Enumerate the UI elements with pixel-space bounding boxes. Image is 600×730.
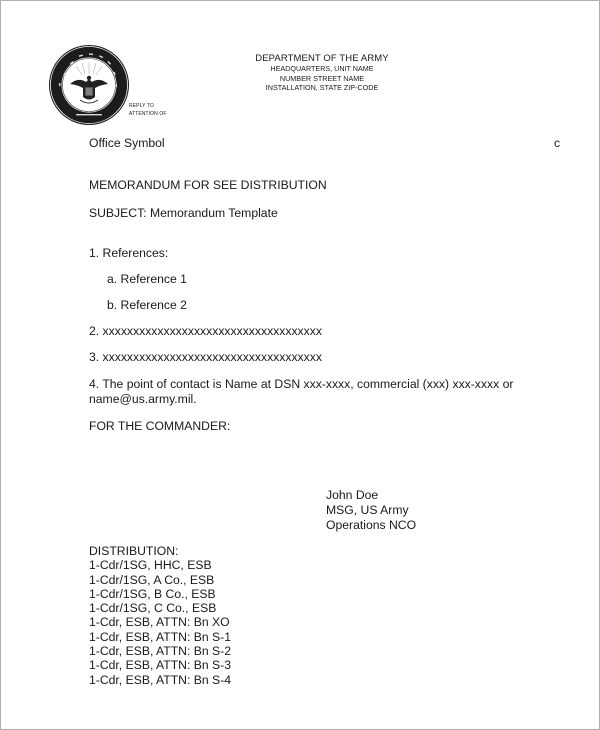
- authority-line: FOR THE COMMANDER:: [89, 419, 231, 433]
- distribution-item: 1-Cdr/1SG, A Co., ESB: [89, 572, 215, 587]
- headquarters-line: HEADQUARTERS, UNIT NAME: [270, 64, 374, 73]
- distribution-item: 1-Cdr, ESB, ATTN: Bn S-1: [89, 629, 232, 644]
- signature-block: [326, 488, 416, 533]
- paragraph-1b: b. Reference 2: [107, 298, 187, 312]
- paragraph-2: 2. xxxxxxxxxxxxxxxxxxxxxxxxxxxxxxxxxxxx: [89, 324, 322, 338]
- memorandum-for-line: MEMORANDUM FOR SEE DISTRIBUTION: [89, 178, 327, 192]
- distribution-item: 1-Cdr, ESB, ATTN: Bn S-4: [89, 672, 232, 687]
- signer-rank-branch: MSG, US Army: [326, 503, 409, 517]
- subject-line: SUBJECT: Memorandum Template: [89, 206, 278, 220]
- paragraph-1a: a. Reference 1: [107, 272, 187, 286]
- signer-title: Operations NCO: [326, 518, 417, 532]
- distribution-item: 1-Cdr/1SG, HHC, ESB: [89, 558, 212, 573]
- department-of-defense-seal-icon: [48, 44, 130, 126]
- signer-name: John Doe: [326, 488, 379, 502]
- distribution-item: 1-Cdr, ESB, ATTN: Bn S-3: [89, 658, 232, 673]
- reply-to-block: [129, 103, 167, 118]
- paragraph-1: 1. References:: [89, 246, 169, 260]
- office-symbol: Office Symbol: [89, 136, 165, 150]
- installation-line: INSTALLATION, STATE ZIP-CODE: [265, 83, 379, 92]
- distribution-item: 1-Cdr, ESB, ATTN: Bn S-2: [89, 644, 232, 659]
- paragraph-3: 3. xxxxxxxxxxxxxxxxxxxxxxxxxxxxxxxxxxxx: [89, 350, 322, 364]
- distribution-item: 1-Cdr/1SG, C Co., ESB: [89, 601, 217, 616]
- paragraph-4: 4. The point of contact is Name at DSN xxx-xxxx, commercial (xxx) xxx-xxxx or name@us.army.mil.: [89, 377, 514, 406]
- street-line: NUMBER STREET NAME: [279, 73, 365, 83]
- distribution-item: 1-Cdr, ESB, ATTN: Bn XO: [89, 615, 230, 630]
- letterhead: [231, 53, 413, 93]
- distribution-heading: DISTRIBUTION:: [89, 544, 179, 558]
- distribution-item: 1-Cdr/1SG, B Co., ESB: [89, 586, 216, 601]
- distribution-list: [89, 544, 231, 687]
- reply-to-label: REPLY TO: [129, 103, 154, 109]
- department-name: DEPARTMENT OF THE ARMY: [255, 53, 389, 64]
- date-field: c: [554, 136, 561, 150]
- attention-of-label: ATTENTION OF: [129, 110, 167, 117]
